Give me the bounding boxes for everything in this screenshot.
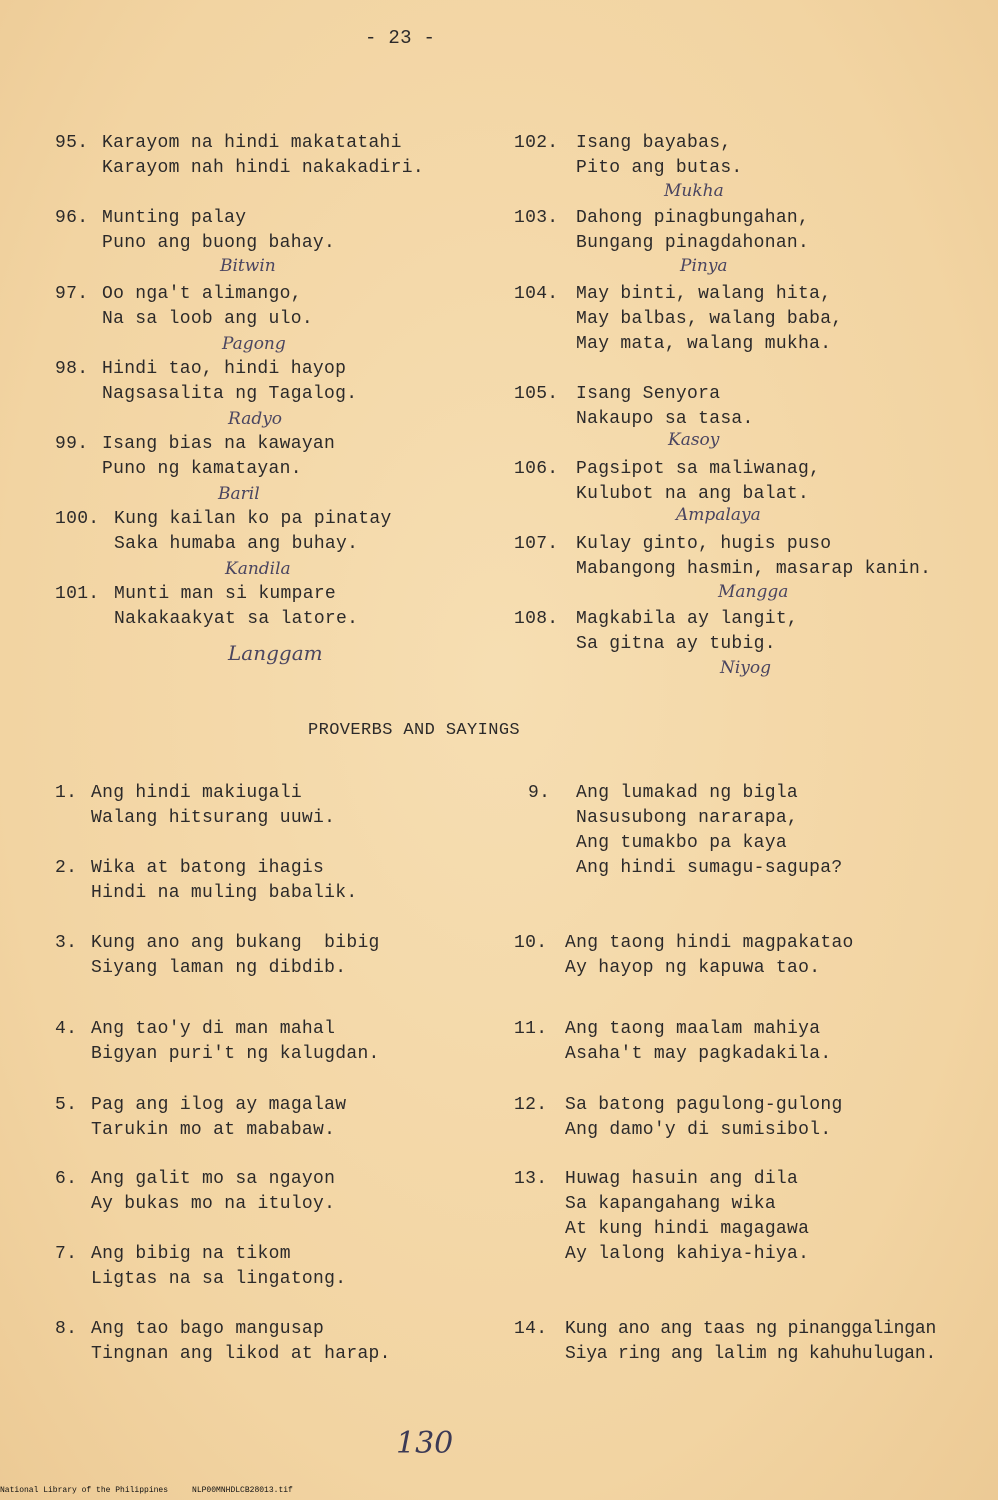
- riddle-line: Saka humaba ang buhay.: [114, 534, 359, 554]
- proverb-line: Tarukin mo at mababaw.: [91, 1120, 336, 1140]
- proverb-number: 13.: [514, 1169, 548, 1189]
- proverb-line: At kung hindi magagawa: [565, 1219, 810, 1239]
- proverb-line: Huwag hasuin ang dila: [565, 1169, 799, 1189]
- proverb-line: Asaha't may pagkadakila.: [565, 1044, 832, 1064]
- proverb-line: Hindi na muling babalik.: [91, 883, 358, 903]
- riddle-line: Isang bayabas,: [576, 133, 732, 153]
- proverb-line: Ay lalong kahiya-hiya.: [565, 1244, 810, 1264]
- handwritten-answer: Radyo: [228, 409, 283, 429]
- proverb-line: Pag ang ilog ay magalaw: [91, 1095, 347, 1115]
- page-number: - 23 -: [365, 27, 436, 49]
- riddle-number: 107.: [514, 534, 559, 554]
- riddle-line: Isang Senyora: [576, 384, 721, 404]
- proverb-line: Ligtas na sa lingatong.: [91, 1269, 347, 1289]
- proverb-line: Ang lumakad ng bigla: [576, 783, 799, 803]
- proverb-number: 12.: [514, 1095, 548, 1115]
- riddle-line: Kulubot na ang balat.: [576, 484, 810, 504]
- proverb-line: Walang hitsurang uuwi.: [91, 808, 336, 828]
- riddle-line: Bungang pinagdahonan.: [576, 233, 810, 253]
- proverb-line: Nasusubong nararapa,: [576, 808, 799, 828]
- proverb-line: Ay hayop ng kapuwa tao.: [565, 958, 821, 978]
- handwritten-answer: Baril: [218, 484, 260, 504]
- riddle-line: May binti, walang hita,: [576, 284, 832, 304]
- riddle-line: Puno ng kamatayan.: [102, 459, 302, 479]
- proverb-line: Tingnan ang likod at harap.: [91, 1344, 391, 1364]
- proverb-line: Siyang laman ng dibdib.: [91, 958, 347, 978]
- proverb-line: Ang bibig na tikom: [91, 1244, 291, 1264]
- proverb-line: Wika at batong ihagis: [91, 858, 325, 878]
- riddle-line: Kung kailan ko pa pinatay: [114, 509, 392, 529]
- proverb-number: 3.: [55, 933, 78, 953]
- handwritten-answer: Mangga: [718, 582, 789, 602]
- handwritten-answer: Mukha: [664, 181, 724, 201]
- riddle-line: Karayom na hindi makatatahi: [102, 133, 402, 153]
- riddle-line: Magkabila ay langit,: [576, 609, 799, 629]
- archive-footer-stamp: National Library of the Philippines NLP00MNHDLCB28013.tif: [0, 1486, 293, 1495]
- riddle-line: Munti man si kumpare: [114, 584, 337, 604]
- riddle-number: 100.: [55, 509, 100, 529]
- riddle-number: 102.: [514, 133, 559, 153]
- proverb-number: 4.: [55, 1019, 78, 1039]
- proverb-line: Kung ano ang bukang bibig: [91, 933, 380, 953]
- proverb-number: 7.: [55, 1244, 78, 1264]
- riddle-line: Pagsipot sa maliwanag,: [576, 459, 821, 479]
- riddle-number: 97.: [55, 284, 89, 304]
- handwritten-answer: Pagong: [222, 334, 286, 354]
- riddle-line: Mabangong hasmin, masarap kanin.: [576, 559, 932, 579]
- riddle-line: Isang bias na kawayan: [102, 434, 336, 454]
- riddle-line: Nagsasalita ng Tagalog.: [102, 384, 358, 404]
- proverb-number: 14.: [514, 1319, 548, 1339]
- proverb-number: 8.: [55, 1319, 78, 1339]
- handwritten-answer: Langgam: [228, 641, 323, 665]
- proverb-line: Ang taong hindi magpakatao: [565, 933, 854, 953]
- riddle-number: 95.: [55, 133, 89, 153]
- proverb-number: 1.: [55, 783, 78, 803]
- riddle-line: May mata, walang mukha.: [576, 334, 832, 354]
- handwritten-answer: Ampalaya: [676, 505, 761, 525]
- riddle-number: 101.: [55, 584, 100, 604]
- proverb-line: Sa kapangahang wika: [565, 1194, 776, 1214]
- riddle-line: Puno ang buong bahay.: [102, 233, 336, 253]
- proverb-line: Siya ring ang lalim ng kahuhulugan.: [565, 1344, 937, 1364]
- proverb-line: Ang tao'y di man mahal: [91, 1019, 336, 1039]
- proverb-line: Ang galit mo sa ngayon: [91, 1169, 336, 1189]
- proverb-number: 6.: [55, 1169, 78, 1189]
- riddle-number: 105.: [514, 384, 559, 404]
- riddle-number: 103.: [514, 208, 559, 228]
- riddle-line: Hindi tao, hindi hayop: [102, 359, 347, 379]
- proverb-line: Ang taong maalam mahiya: [565, 1019, 821, 1039]
- riddle-number: 99.: [55, 434, 89, 454]
- riddle-line: Sa gitna ay tubig.: [576, 634, 776, 654]
- handwritten-answer: Kasoy: [668, 430, 720, 450]
- handwritten-folio-number: 130: [396, 1426, 454, 1461]
- proverb-line: Ang tumakbo pa kaya: [576, 833, 787, 853]
- proverb-number: 5.: [55, 1095, 78, 1115]
- proverb-number: 9.: [528, 783, 551, 803]
- riddle-line: Oo nga't alimango,: [102, 284, 302, 304]
- riddle-number: 104.: [514, 284, 559, 304]
- handwritten-answer: Pinya: [680, 256, 728, 276]
- riddle-number: 98.: [55, 359, 89, 379]
- proverb-line: Bigyan puri't ng kalugdan.: [91, 1044, 380, 1064]
- riddle-number: 106.: [514, 459, 559, 479]
- riddle-line: Kulay ginto, hugis puso: [576, 534, 832, 554]
- proverb-line: Ang hindi makiugali: [91, 783, 302, 803]
- riddle-line: May balbas, walang baba,: [576, 309, 843, 329]
- handwritten-answer: Niyog: [720, 658, 772, 678]
- riddle-line: Pito ang butas.: [576, 158, 743, 178]
- riddle-line: Karayom nah hindi nakakadiri.: [102, 158, 424, 178]
- proverb-line: Ang damo'y di sumisibol.: [565, 1120, 832, 1140]
- proverb-line: Ang hindi sumagu-sagupa?: [576, 858, 843, 878]
- riddle-line: Nakakaakyat sa latore.: [114, 609, 359, 629]
- riddle-line: Munting palay: [102, 208, 247, 228]
- proverb-number: 11.: [514, 1019, 548, 1039]
- riddle-line: Na sa loob ang ulo.: [102, 309, 313, 329]
- proverb-line: Ang tao bago mangusap: [91, 1319, 325, 1339]
- handwritten-answer: Bitwin: [220, 256, 276, 276]
- proverb-number: 2.: [55, 858, 78, 878]
- proverb-number: 10.: [514, 933, 548, 953]
- riddle-line: Dahong pinagbungahan,: [576, 208, 810, 228]
- proverb-line: Sa batong pagulong-gulong: [565, 1095, 843, 1115]
- section-heading: PROVERBS AND SAYINGS: [308, 721, 521, 740]
- proverb-line: Kung ano ang taas ng pinanggalingan: [565, 1319, 937, 1339]
- riddle-line: Nakaupo sa tasa.: [576, 409, 754, 429]
- handwritten-answer: Kandila: [225, 559, 291, 579]
- proverb-line: Ay bukas mo na ituloy.: [91, 1194, 336, 1214]
- riddle-number: 96.: [55, 208, 89, 228]
- riddle-number: 108.: [514, 609, 559, 629]
